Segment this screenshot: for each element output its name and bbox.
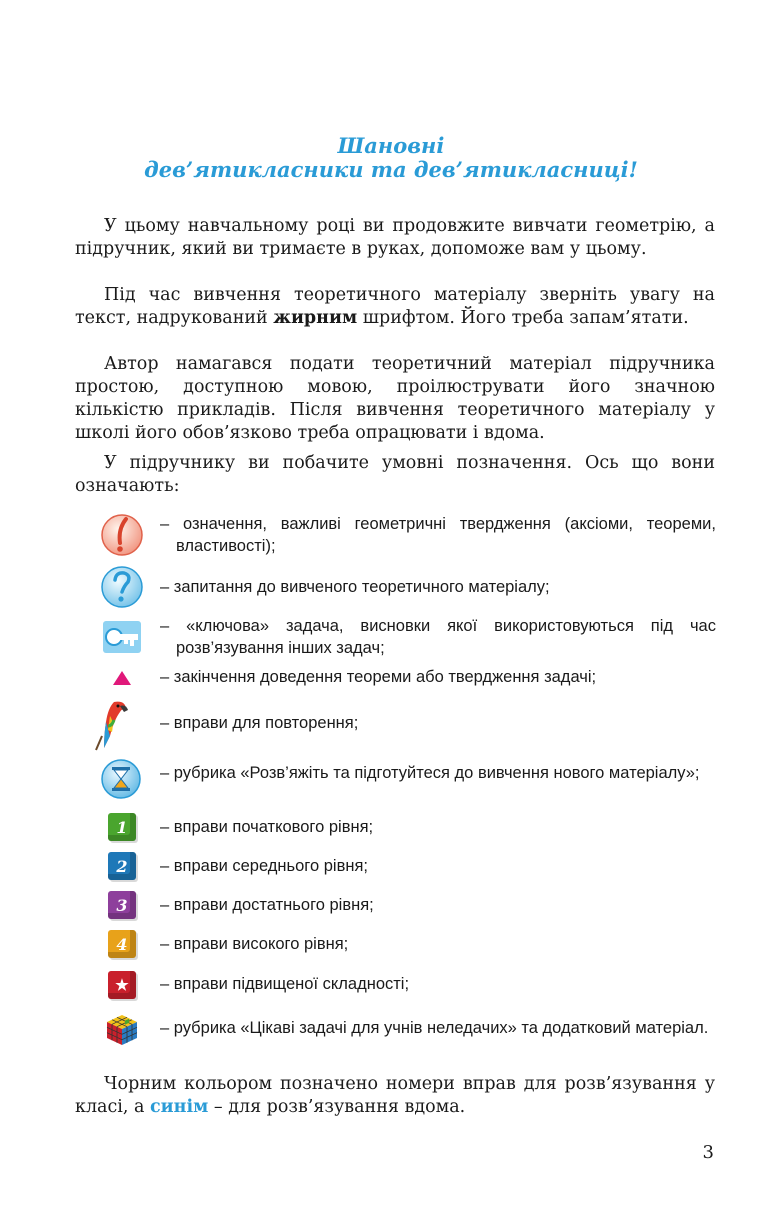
- legend-text: – рубрика «Цікаві задачі для учнів неледачих» та додатковий матеріал.: [160, 1019, 709, 1037]
- intro-paragraph-2: [75, 284, 715, 330]
- legend-text: – закінчення доведення теореми або твердження задачі;: [160, 668, 597, 686]
- star-level-badge: ★: [108, 971, 136, 999]
- p2-text-after: шрифтом. Його треба запам’ятати.: [357, 308, 689, 328]
- legend-text: – вправи середнього рівня;: [160, 857, 368, 875]
- level-4-badge: 4: [108, 930, 136, 958]
- intro-paragraph-1: У цьому навчальному році ви продовжите вивчати геометрію, а підручник, який ви тримаєте в руках, допоможе вам у цьому.: [75, 216, 715, 259]
- p2-bold-word: жирним: [273, 308, 358, 328]
- legend-text: – рубрика «Розв’яжіть та підготуйтеся до вивчення нового матеріалу»;: [160, 764, 700, 782]
- legend-text: – вправи для повторення;: [160, 714, 359, 732]
- outro-text-after: – для розв’язування вдома.: [208, 1097, 466, 1117]
- level-2-icon: [100, 852, 144, 880]
- legend-text: – вправи підвищеної складності;: [160, 975, 410, 993]
- hourglass-icon: [100, 758, 142, 800]
- p2-text-before: Під час вивчення теоретичного матеріалу зверніть увагу на текст, надрукований: [75, 285, 715, 328]
- level-1-icon: [100, 813, 144, 841]
- legend-text: – запитання до вивченого теоретичного матеріалу;: [160, 578, 550, 596]
- page-title-line2: дев’ятикласники та дев’ятикласниці!: [144, 157, 638, 182]
- legend-text: – «ключова» задача, висновки якої використовуються під час розв’язування інших задач;: [160, 617, 716, 657]
- legend-text: – вправи достатнього рівня;: [160, 896, 374, 914]
- question-icon: [100, 565, 144, 609]
- triangle-icon: [100, 666, 144, 690]
- legend-text: – вправи початкового рівня;: [160, 818, 374, 836]
- intro-paragraph-3: Автор намагався подати теоретичний матеріал підручника простою, доступною мовою, проілюструвати його значною кількістю прикладів. Після вивчення теоретичного матеріалу у школі його обов’язково треба опрацювати і вдома.: [75, 354, 715, 443]
- star-level-icon: [100, 971, 144, 999]
- intro-paragraph-4: У підручнику ви побачите умовні позначення. Ось що вони означають:: [75, 453, 715, 496]
- outro-text-before: Чорним кольором позначено номери вправ для розв’язування у класі, а: [75, 1074, 715, 1117]
- level-3-badge: 3: [108, 891, 136, 919]
- page-title-line1: Шановні: [337, 133, 445, 158]
- key-icon: [100, 615, 144, 659]
- outro-blue-word: синім: [150, 1097, 209, 1117]
- page-number: 3: [702, 1142, 714, 1163]
- level-4-icon: [100, 930, 144, 958]
- rubiks-cube-icon: [100, 1013, 144, 1047]
- outro-paragraph: [75, 1073, 715, 1119]
- legend-text: – означення, важливі геометричні твердження (аксіоми, теореми, властивості);: [160, 515, 716, 555]
- level-1-badge: 1: [108, 813, 136, 841]
- parrot-icon: [92, 696, 132, 752]
- level-2-badge: 2: [108, 852, 136, 880]
- level-3-icon: [100, 891, 144, 919]
- exclamation-icon: [100, 513, 144, 557]
- legend-text: – вправи високого рівня;: [160, 935, 349, 953]
